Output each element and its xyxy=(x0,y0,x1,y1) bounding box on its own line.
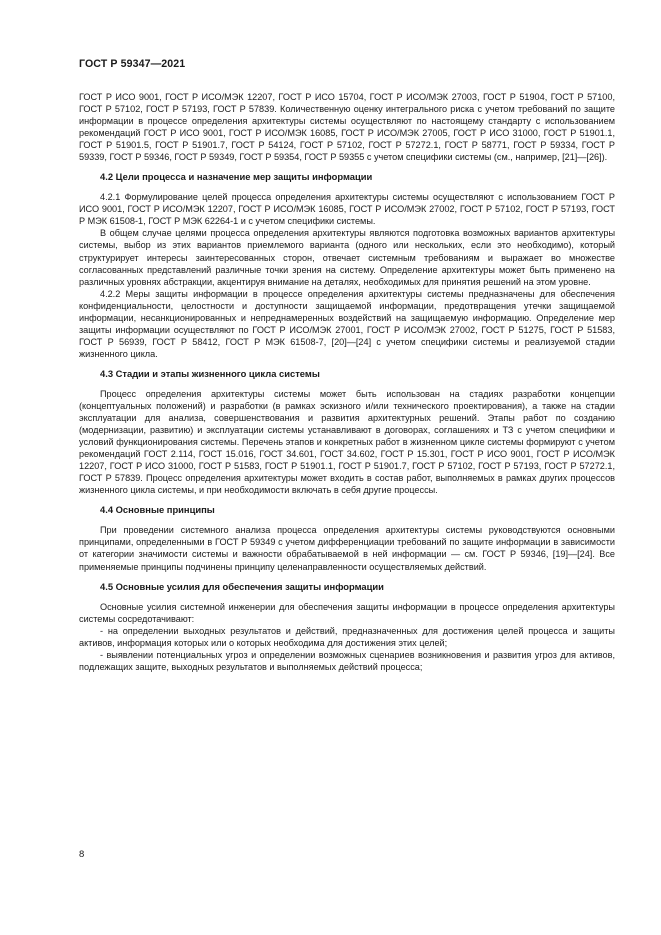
paragraph-4-4: При проведении системного анализа процесса определения архитектуры системы руководствуются основными принципами, определенными в ГОСТ Р 59349 с учетом дифференциации требований по защите информации в зависимости от категории значимости системы и важности обрабатываемой в ней информации — см. ГОСТ Р 59346, [19]—[24]. Все применяемые принципы подчинены принципу целенаправленности осуществляемых действий. xyxy=(79,525,615,572)
list-item: - на определении выходных результатов и действий, предназначенных для достижения целей процесса и защиты активов, информация которых или о которых необходима для достижения этих целей; xyxy=(79,625,615,648)
section-heading-4-3: 4.3 Стадии и этапы жизненного цикла системы xyxy=(100,367,320,379)
page-number: 8 xyxy=(79,849,85,860)
paragraph-continuation: ГОСТ Р ИСО 9001, ГОСТ Р ИСО/МЭК 12207, ГОСТ Р ИСО 15704, ГОСТ Р ИСО/МЭК 27003, ГОСТ Р 51904, ГОСТ Р 57100, ГОСТ Р 57102, ГОСТ Р 57193, ГОСТ Р 57839. Количественную оценку интегрального риска с учетом требований по защите информации в процессе определения архитектуры системы осуществляют по настоящему стандарту с использованием рекомендаций ГОСТ Р ИСО 9001, ГОСТ Р ИСО/МЭК 16085, ГОСТ Р ИСО/МЭК 27005, ГОСТ Р ИСО 31000, ГОСТ Р 51901.1, ГОСТ Р 51901.5, ГОСТ Р 51901.7, ГОСТ Р 54124, ГОСТ Р 57102, ГОСТ Р 57272.1, ГОСТ Р 58771, ГОСТ Р 59334, ГОСТ Р 59339, ГОСТ Р 59346, ГОСТ Р 59349, ГОСТ Р 59354, ГОСТ Р 59355 с учетом специфики системы (см., например, [21]—[26]). xyxy=(79,92,615,163)
paragraph-4-2-1: 4.2.1 Формулирование целей процесса определения архитектуры системы осуществляют с использованием ГОСТ Р ИСО 9001, ГОСТ Р ИСО/МЭК 12207, ГОСТ Р ИСО/МЭК 16085, ГОСТ Р ИСО/МЭК 27002, ГОСТ Р 57102, ГОСТ Р 57193, ГОСТ Р МЭК 61508-1, ГОСТ Р МЭК 62264-1 и с учетом специфики системы. xyxy=(79,192,615,227)
document-body xyxy=(79,91,615,673)
paragraph-4-5: Основные усилия системной инженерии для обеспечения защиты информации в процессе определения архитектуры системы сосредотачивают: xyxy=(79,601,615,624)
section-heading-4-2: 4.2 Цели процесса и назначение мер защиты информации xyxy=(100,171,373,183)
section-heading-4-4: 4.4 Основные принципы xyxy=(100,504,215,516)
paragraph-4-3: Процесс определения архитектуры системы может быть использован на стадиях разработки концепции (концептуальных положений) и разработки (в рамках эскизного и/или технического проектирования), а также на стадии эксплуатации для анализа, совершенствования и развития архитектурных решений. Этапы работ по созданию (модернизации, развитию) и эксплуатации системы устанавливают в договорах, соглашениях и ТЗ с учетом специфики и условий функционирования системы. Перечень этапов и конкретных работ в жизненном цикле системы формируют с учетом рекомендаций ГОСТ 2.114, ГОСТ 15.016, ГОСТ 34.601, ГОСТ 34.602, ГОСТ Р 15.301, ГОСТ Р ИСО 9001, ГОСТ Р ИСО/МЭК 12207, ГОСТ Р ИСО 31000, ГОСТ Р 51583, ГОСТ Р 51901.1, ГОСТ Р 51901.7, ГОСТ Р 57102, ГОСТ Р 57193, ГОСТ Р 57272.1, ГОСТ Р 57839. Процесс определения архитектуры может входить в состав работ, выполняемых в рамках других процессов жизненного цикла системы, и при необходимости включать в себя другие процессы. xyxy=(79,388,615,496)
list-item: - выявлении потенциальных угроз и определении возможных сценариев возникновения и развития угроз для активов, подлежащих защите, выходных результатов и выполняемых действий процесса; xyxy=(79,649,615,672)
paragraph-4-2-2: 4.2.2 Меры защиты информации в процессе определения архитектуры системы предназначены для обеспечения конфиденциальности, целостности и доступности защищаемой информации, предотвращения утечки защищаемой информации, несанкционированных и непреднамеренных воздействий на защищаемую информацию. Определение мер защиты информации осуществляют по ГОСТ Р ИСО/МЭК 27001, ГОСТ Р ИСО/МЭК 27002, ГОСТ Р 51275, ГОСТ Р 51583, ГОСТ Р 56939, ГОСТ Р 58412, ГОСТ Р МЭК 61508-7, [20]—[24] с учетом специфики системы и реализуемой стадии жизненного цикла. xyxy=(79,288,615,359)
document-header: ГОСТ Р 59347—2021 xyxy=(79,58,186,70)
paragraph-4-2-1-b: В общем случае целями процесса определения архитектуры являются подготовка возможных вариантов архитектуры системы, выбор из этих вариантов приемлемого варианта (одного или нескольких, если это необходимо), который структурирует интересы заинтересованных сторон, отвечает системным требованиям и выражает во множестве согласованных представлений различные точки зрения на систему. Определение архитектуры может быть применено на различных уровнях абстракции, акцентируя внимание на деталях, необходимых для принятия решений на этом уровне. xyxy=(79,228,615,287)
section-heading-4-5: 4.5 Основные усилия для обеспечения защиты информации xyxy=(100,580,384,592)
